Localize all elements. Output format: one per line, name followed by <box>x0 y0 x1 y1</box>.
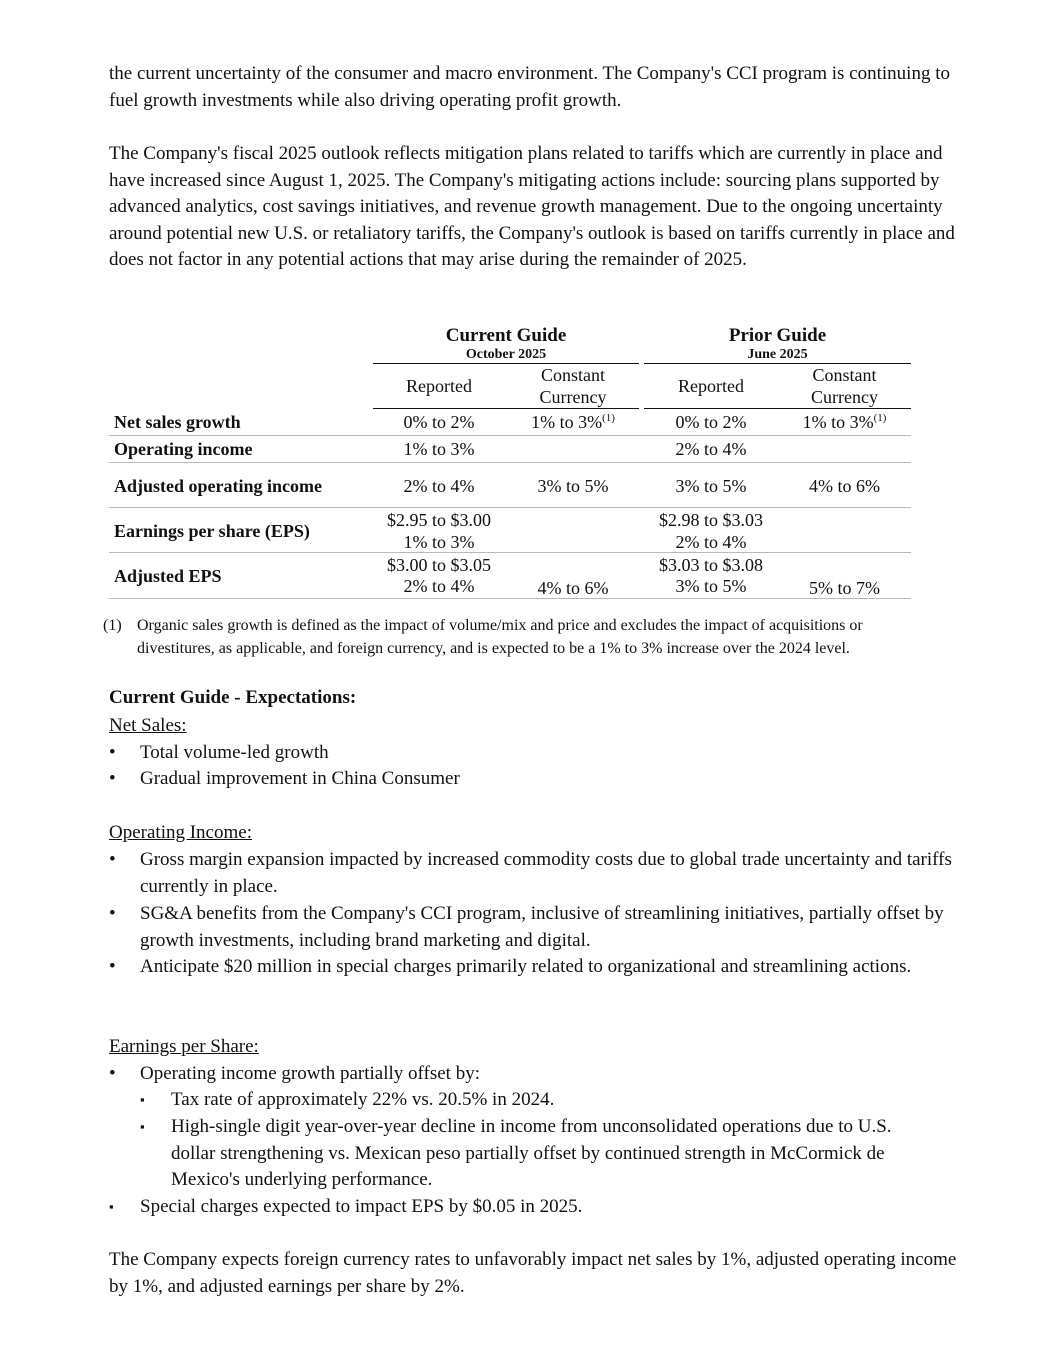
col-header-prior-reported: Reported <box>678 376 744 396</box>
bullet-mark: • <box>109 956 116 977</box>
bullet-mark: • <box>109 903 116 924</box>
col-header-current-constant: Constant <box>540 365 605 385</box>
row-label-net-sales-growth: Net sales growth <box>114 412 241 432</box>
row-divider <box>109 552 911 553</box>
expectations-title: Current Guide - Expectations: <box>109 687 357 708</box>
row-label-operating-income: Operating income <box>114 439 253 459</box>
current-guide-title: Current Guide <box>445 325 567 346</box>
adj-op-income-current-reported: 2% to 4% <box>403 476 475 496</box>
adj-op-income-prior-cc: 4% to 6% <box>809 476 880 496</box>
outlook-table <box>109 322 911 602</box>
document-page: the current uncertainty of the consumer and macro environment. The Company's CCI program is continuing to fuel growth investments while also driving operating profit growth. The Company's fiscal 2025 outlook reflects mitigation plans related to tariffs which are currently in place and have increased since August 1, 2025. The Company's mitigating actions include: sourcing plans supported by advanced analytics, cost savings initiatives, and revenue growth management. Due to the ongoing uncertainty around potential new U.S. or retaliatory tariffs, the Company's outlook is based on tariffs currently in place and does not factor in any potential actions that may arise during the remainder of 2025. Current Guide October 2025 Prior Guide June 2025 Reported Constant Currency Reported Constant Currency Net sales growth 0% to 2% 1% to 3%$^{(1)}$ 0% to 2% 1% to 3%$^{(1)}$ Operating income 1% to 3% 2% to 4% Adjusted operating income 2% to 4% 3% to 5% 3% to 5% 4% to 6% Earnings per share (EPS) $2.95 to $3.00 1% to 3% $2.98 to $3.03 2% to 4% Adjusted EPS $3.00 to $3.05 2% to 4% 4% to 6% $3.03 to $3.08 3% to 5% 5% to 7% (1) Organic sales growth is defined as the impact of volume/mix and price and excludes the impact of acquisitions or divestitures, as applicable, and foreign currency, and is expected to be a 1% to 3% increase over the 2024 level. Current Guide - Expectations: Net Sales: • Total volume-led growth • Gradual improvement in China Consumer Operating Income: • Gross margin expansion impacted by increased commodity costs due to global trade uncertainty and tariffs currently in place. • SG&A benefits from the Company's CCI program, inclusive of streamlining initiatives, partially offset by growth investments, including brand marketing and digital. • Anticipate $20 million in special charges primarily related to organizational and streamlining actions. Earnings per Share: • Operating income growth partially offset by: ▪ Tax rate of approximately 22% vs. 20.5% in 2024. ▪ High-single digit year-over-year decline in income from unconsolidated operations due to U.S. dollar strengthening vs. Mexican peso partially offset by continued strength in McCormick de Mexico's underlying performance. ▪ Special charges expected to impact EPS by $0.05 in 2025. The Company expects foreign currency rates to unfavorably impact net sales by 1%, adjusted operating income by 1%, and adjusted earnings per share by 2%. <box>0 0 1055 1365</box>
op-income-current-reported: 1% to 3% <box>403 439 475 459</box>
adj-eps-current-range: $3.00 to $3.05 <box>386 555 491 575</box>
current-guide-rule <box>373 363 639 364</box>
adj-op-income-current-cc: 3% to 5% <box>537 476 609 496</box>
footnote-ref: (1) <box>873 412 887 424</box>
prior-colhdr-rule <box>644 408 911 409</box>
square-bullet-mark: ▪ <box>140 1119 145 1134</box>
net-sales-current-cc: 1% to 3%$^{(1)}$ <box>531 412 615 432</box>
row-divider <box>109 507 911 508</box>
current-guide-date: October 2025 <box>465 347 547 362</box>
col-header-prior-constant: Constant <box>812 365 877 385</box>
table-bottom-rule <box>109 598 911 599</box>
op-income-prior-reported: 2% to 4% <box>675 439 747 459</box>
fx-paragraph: The Company expects foreign currency rates to unfavorably impact net sales by 1%, adjusted operating income by 1%, and adjusted earnings per share by 2%. <box>109 1249 957 1297</box>
adj-eps-current-cc: 4% to 6% <box>537 578 609 598</box>
square-bullet-mark: ▪ <box>109 1199 114 1214</box>
operating-income-heading: Operating Income: <box>109 822 252 843</box>
row-label-eps: Earnings per share (EPS) <box>114 521 310 541</box>
eps-current-range: $2.95 to $3.00 <box>386 510 491 530</box>
footnote-marker: (1) <box>103 617 122 634</box>
adj-eps-prior-growth: 3% to 5% <box>675 576 747 596</box>
col-header-current-reported: Reported <box>406 376 472 396</box>
eps-current-growth: 1% to 3% <box>403 532 475 552</box>
col-header-prior-currency: Currency <box>811 387 878 407</box>
eps-heading: Earnings per Share: <box>109 1036 259 1057</box>
net-sales-current-reported: 0% to 2% <box>403 412 475 432</box>
square-bullet-mark: ▪ <box>140 1092 145 1107</box>
row-divider <box>109 435 911 436</box>
adj-eps-prior-range: $3.03 to $3.08 <box>658 555 763 575</box>
bullet-mark: • <box>109 849 116 870</box>
eps-prior-growth: 2% to 4% <box>675 532 747 552</box>
adj-eps-prior-cc: 5% to 7% <box>809 578 880 598</box>
current-colhdr-rule <box>373 408 639 409</box>
footnote-ref: (1) <box>602 412 615 424</box>
net-sales-heading: Net Sales: <box>109 715 187 736</box>
row-label-adjusted-operating-income: Adjusted operating income <box>114 476 322 496</box>
prior-guide-rule <box>644 363 911 364</box>
row-divider <box>109 462 911 463</box>
bullet-mark: • <box>109 742 116 763</box>
row-label-adjusted-eps: Adjusted EPS <box>114 566 222 586</box>
bullet-mark: • <box>109 1063 116 1084</box>
adj-op-income-prior-reported: 3% to 5% <box>675 476 747 496</box>
col-header-current-currency: Currency <box>539 387 607 407</box>
bullet-mark: • <box>109 768 116 789</box>
prior-guide-date: June 2025 <box>747 347 808 362</box>
eps-prior-range: $2.98 to $3.03 <box>658 510 763 530</box>
intro-paragraph: the current uncertainty of the consumer and macro environment. The Company's CCI program is continuing to fuel growth investments while also driving operating profit growth. <box>109 63 950 111</box>
footnote-text: Organic sales growth is defined as the impact of volume/mix and price and excludes the impact of acquisitions or divestitures, as applicable, and foreign currency, and is expected to be a 1% to 3% increase over the 2024 level. <box>137 617 863 657</box>
tariff-paragraph: The Company's fiscal 2025 outlook reflects mitigation plans related to tariffs which are currently in place and have increased since August 1, 2025. The Company's mitigating actions include: sourcing plans supported by advanced analytics, cost savings initiatives, and revenue growth management. Due to the ongoing uncertainty around potential new U.S. or retaliatory tariffs, the Company's outlook is based on tariffs currently in place and does not factor in any potential actions that may arise during the remainder of 2025. <box>109 143 955 271</box>
net-sales-prior-cc: 1% to 3%$^{(1)}$ <box>802 412 887 432</box>
adj-eps-current-growth: 2% to 4% <box>403 576 475 596</box>
prior-guide-title: Prior Guide <box>728 325 827 346</box>
net-sales-prior-reported: 0% to 2% <box>675 412 747 432</box>
